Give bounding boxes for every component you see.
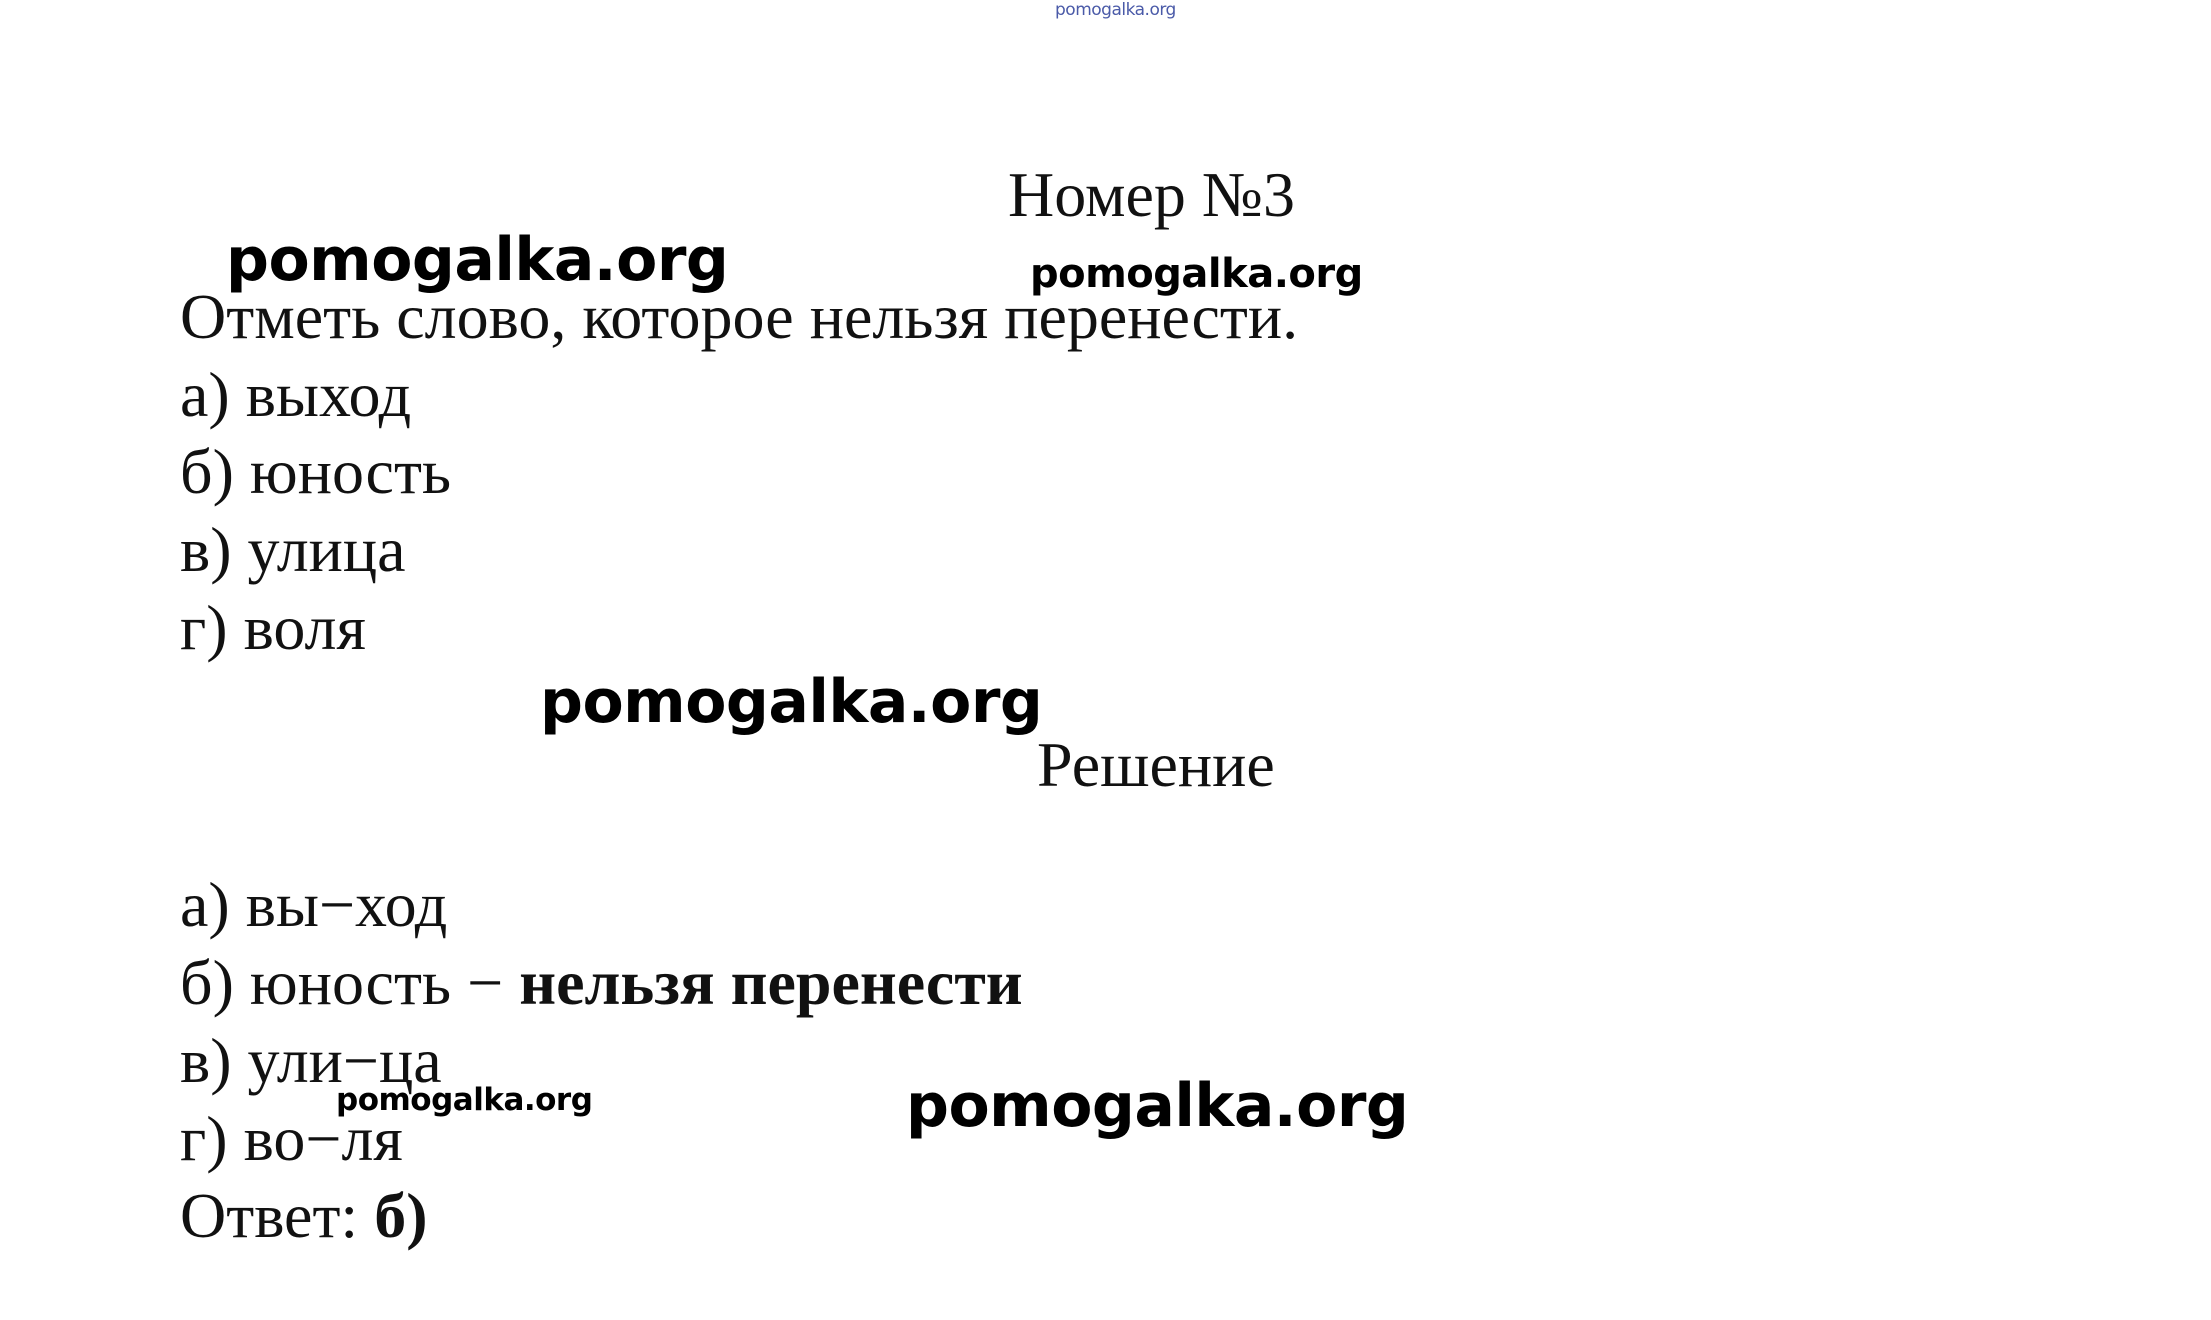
- option-d: г) воля: [180, 592, 366, 663]
- solution-title: Решение: [1037, 729, 1275, 800]
- task-title: Номер №3: [1008, 159, 1295, 230]
- solution-line-b-text: б) юность −: [180, 947, 520, 1018]
- option-a: а) выход: [180, 359, 412, 430]
- option-c: в) улица: [180, 514, 406, 585]
- solution-line-a-text: а) вы−ход: [180, 869, 448, 940]
- watermark-5: pomogalka.org: [906, 1071, 1409, 1141]
- answer-value: б): [374, 1180, 428, 1251]
- watermark-3: pomogalka.org: [540, 667, 1043, 737]
- answer-label: Ответ:: [180, 1180, 375, 1251]
- solution-line-a: [180, 869, 448, 940]
- solution-line-b: [180, 947, 1023, 1018]
- answer-line: [180, 1180, 428, 1251]
- watermark-4: pomogalka.org: [336, 1082, 593, 1118]
- watermark-2: pomogalka.org: [1030, 251, 1363, 297]
- solution-line-b-emphasis: нельзя перенести: [519, 947, 1023, 1018]
- solution-line-c-text: в) ули−ца: [180, 1025, 442, 1096]
- watermark-1: pomogalka.org: [226, 225, 729, 295]
- watermark-top: pomogalka.org: [1055, 0, 1176, 20]
- option-b: б) юность: [180, 436, 452, 507]
- solution-line-d-text: г) во−ля: [180, 1103, 403, 1174]
- task-question: Отметь слово, которое нельзя перенести.: [180, 281, 1299, 352]
